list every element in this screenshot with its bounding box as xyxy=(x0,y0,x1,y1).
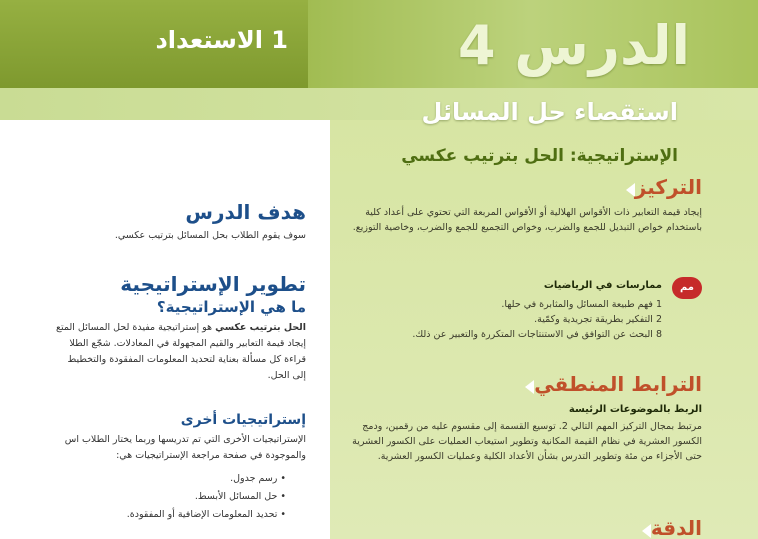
focus-title: التركيز xyxy=(634,175,702,199)
strategy-text-line-3: قراءة كل مسألة بعناية لتحديد المعلومات المفقودة والتخطيط xyxy=(67,354,306,365)
focus-section xyxy=(342,175,702,235)
objective-text: سوف يقوم الطلاب بحل المسائل بترتيب عكسي. xyxy=(114,230,306,241)
coherence-text: مرتبط بمجال التركيز المهم التالي 2. توسيع القسمة إلى مقسوم عليه من رقمين، ودمج الكسور العشرية في نظام القيمة المكانية وتطوير استيعاب العمليات على الكسور العشرية حتى الأجزاء من مئة وتطوير التدرس بشأن الأعداد الكلية وعمليات الكسور العشرية. xyxy=(352,421,702,462)
focus-text: إيجاد قيمة التعابير ذات الأقواس الهلالية أو الأقواس المربعة التي تحتوي على أعداد كلية باستخدام خواص التبديل للجمع والضرب، وخواص التجميع للجمع والضرب، وخاصية التوزيع. xyxy=(352,207,702,233)
strategy-dev-title: تطوير الإستراتيجية xyxy=(120,272,306,296)
practice-item: 2 التفكير بطريقة تجريدية وكمّية. xyxy=(534,314,662,325)
list-item: • حل المسائل الأبسط. xyxy=(194,491,286,502)
strategy-text-line-4: إلى الحل. xyxy=(267,370,306,381)
other-strategy-item: حل المسائل الأبسط. xyxy=(194,491,278,502)
section-arrow-icon xyxy=(525,380,534,394)
other-strategy-item: تحديد المعلومات الإضافية أو المفقودة. xyxy=(126,509,278,520)
list-item: • رسم جدول. xyxy=(230,473,286,484)
practice-item: 1 فهم طبيعة المسائل والمثابرة في حلها. xyxy=(501,299,662,310)
rigor-title: الدقة xyxy=(650,516,702,539)
coherence-title: الترابط المنطقي xyxy=(534,372,702,396)
strategy-question: ما هي الإستراتيجية؟ xyxy=(156,298,306,316)
strategy-term: الحل بترتيب عكسي xyxy=(215,322,306,333)
strategy-text-line-1: هو إستراتيجية مفيدة لحل المسائل المتع xyxy=(55,322,213,333)
coherence-subhead: الربط بالموضوعات الرئيسة xyxy=(568,404,702,415)
prep-tab xyxy=(0,0,308,88)
strategy-text-line-2: إيجاد قيمة التعابير والقيم المجهولة في المعادلات. شجّع الطلا xyxy=(69,338,306,349)
section-arrow-icon xyxy=(626,183,635,197)
practice-item: 8 البحث عن التوافق في الاستنتاجات المتكررة والتعبير عن ذلك. xyxy=(412,329,662,340)
prep-title: 1 الاستعداد xyxy=(155,26,288,54)
rigor-section xyxy=(502,516,702,539)
lesson-main-title: استقصاء حل المسائل xyxy=(421,98,678,126)
objective-section xyxy=(6,200,306,244)
lesson-strategy-subtitle: الإستراتيجية: الحل بترتيب عكسي xyxy=(401,146,678,166)
practice-title: ممارسات في الرياضيات xyxy=(543,280,662,291)
strategy-text-line xyxy=(0,320,306,336)
coherence-section xyxy=(342,372,702,464)
list-item: • تحديد المعلومات الإضافية أو المفقودة. xyxy=(126,509,286,520)
other-strategies-line-2: والموجودة في صفحة مراجعة الإستراتيجيات هي: xyxy=(116,450,306,461)
other-strategies-line-1: الإستراتيجيات الأخرى التي تم تدريسها وربما يختار الطلاب اس xyxy=(64,434,306,445)
other-strategy-item: رسم جدول. xyxy=(230,473,278,484)
other-strategies-section xyxy=(0,412,306,524)
strategy-dev-section xyxy=(0,272,306,384)
objective-title: هدف الدرس xyxy=(185,200,306,224)
section-arrow-icon xyxy=(642,524,651,538)
other-strategies-title: إستراتيجيات أخرى xyxy=(180,412,306,428)
lesson-title: الدرس 4 xyxy=(458,14,690,77)
practice-badge-icon: مم xyxy=(672,277,702,299)
practice-section xyxy=(342,280,662,342)
